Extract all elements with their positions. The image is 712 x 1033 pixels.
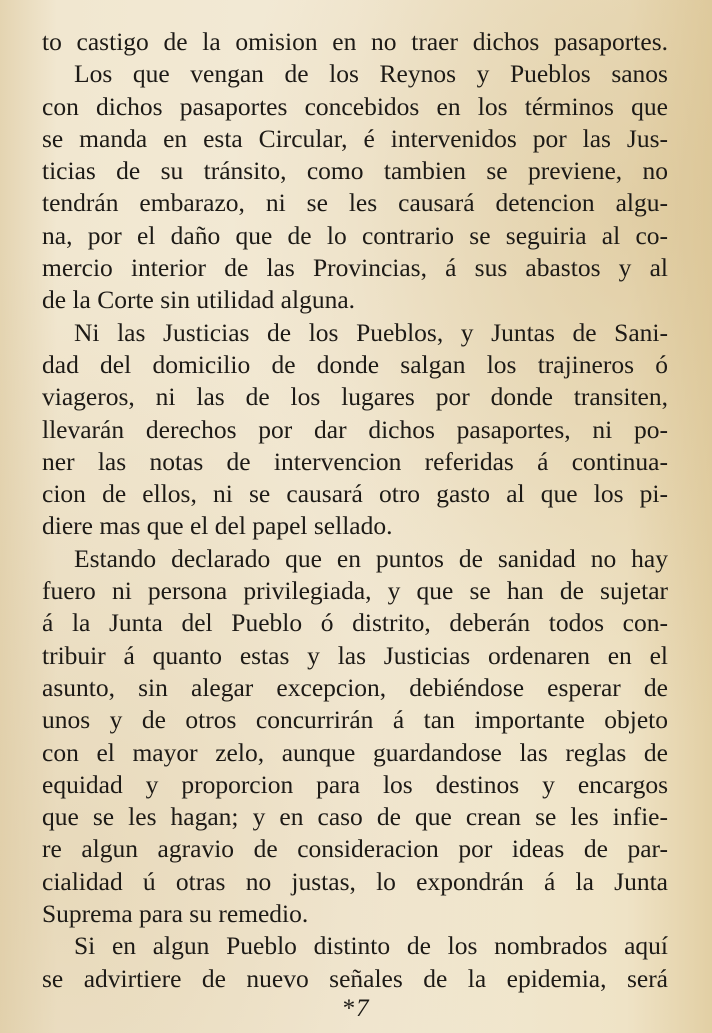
- text-line: na, por el daño que de lo contrario se seguiria al co-: [42, 220, 668, 250]
- text-line: cion de ellos, ni se causará otro gasto al que los pi-: [42, 479, 668, 509]
- text-line: con dichos pasaportes concebidos en los términos que: [42, 91, 668, 121]
- text-line: con el mayor zelo, aunque guardandose las reglas de: [42, 737, 668, 767]
- text-line: unos y de otros concurrirán á tan importante objeto: [42, 705, 668, 735]
- text-line: re algun agravio de consideracion por ideas de par-: [42, 834, 668, 864]
- paragraph-start-line: Ni las Justicias de los Pueblos, y Juntas de Sani-: [74, 317, 668, 347]
- text-line: dad del domicilio de donde salgan los trajineros ó: [42, 349, 668, 379]
- paragraph-end-line: diere mas que el del papel sellado.: [42, 511, 393, 541]
- paragraph-start-line: Si en algun Pueblo distinto de los nombrados aquí: [74, 931, 668, 961]
- paragraph-end-line: Suprema para su remedio.: [42, 899, 309, 929]
- text-line: llevarán derechos por dar dichos pasaportes, ni po-: [42, 414, 668, 444]
- text-line: equidad y proporcion para los destinos y encargos: [42, 769, 668, 799]
- text-line: que se les hagan; y en caso de que crean se les infie-: [42, 802, 668, 832]
- text-line: to castigo de la omision en no traer dichos pasaportes.: [42, 27, 668, 56]
- text-line: asunto, sin alegar excepcion, debiéndose esperar de: [42, 672, 668, 702]
- text-line: tribuir á quanto estas y las Justicias ordenaren en el: [42, 640, 668, 670]
- page-number: *7: [341, 995, 371, 1022]
- body-text: [42, 26, 668, 995]
- text-line: tendrán embarazo, ni se les causará detencion algu-: [42, 188, 668, 218]
- text-line: se manda en esta Circular, é intervenidos por las Jus-: [42, 123, 668, 153]
- paragraph-start-line: Estando declarado que en puntos de sanidad no hay: [74, 543, 668, 573]
- text-line: viageros, ni las de los lugares por donde transiten,: [42, 382, 668, 412]
- text-line: ticias de su tránsito, como tambien se previene, no: [42, 156, 668, 186]
- text-line: cialidad ú otras no justas, lo expondrán á la Junta: [42, 866, 668, 896]
- text-line: á la Junta del Pueblo ó distrito, deberán todos con-: [42, 608, 668, 638]
- paragraph-start-line: Los que vengan de los Reynos y Pueblos sanos: [74, 59, 668, 89]
- text-line: ner las notas de intervencion referidas á continua-: [42, 446, 668, 476]
- text-line: fuero ni persona privilegiada, y que se han de sujetar: [42, 576, 668, 606]
- paragraph-end-line: de la Corte sin utilidad alguna.: [42, 285, 356, 315]
- text-line: se advirtiere de nuevo señales de la epidemia, será: [42, 963, 668, 993]
- text-line: mercio interior de las Provincias, á sus abastos y al: [42, 253, 668, 283]
